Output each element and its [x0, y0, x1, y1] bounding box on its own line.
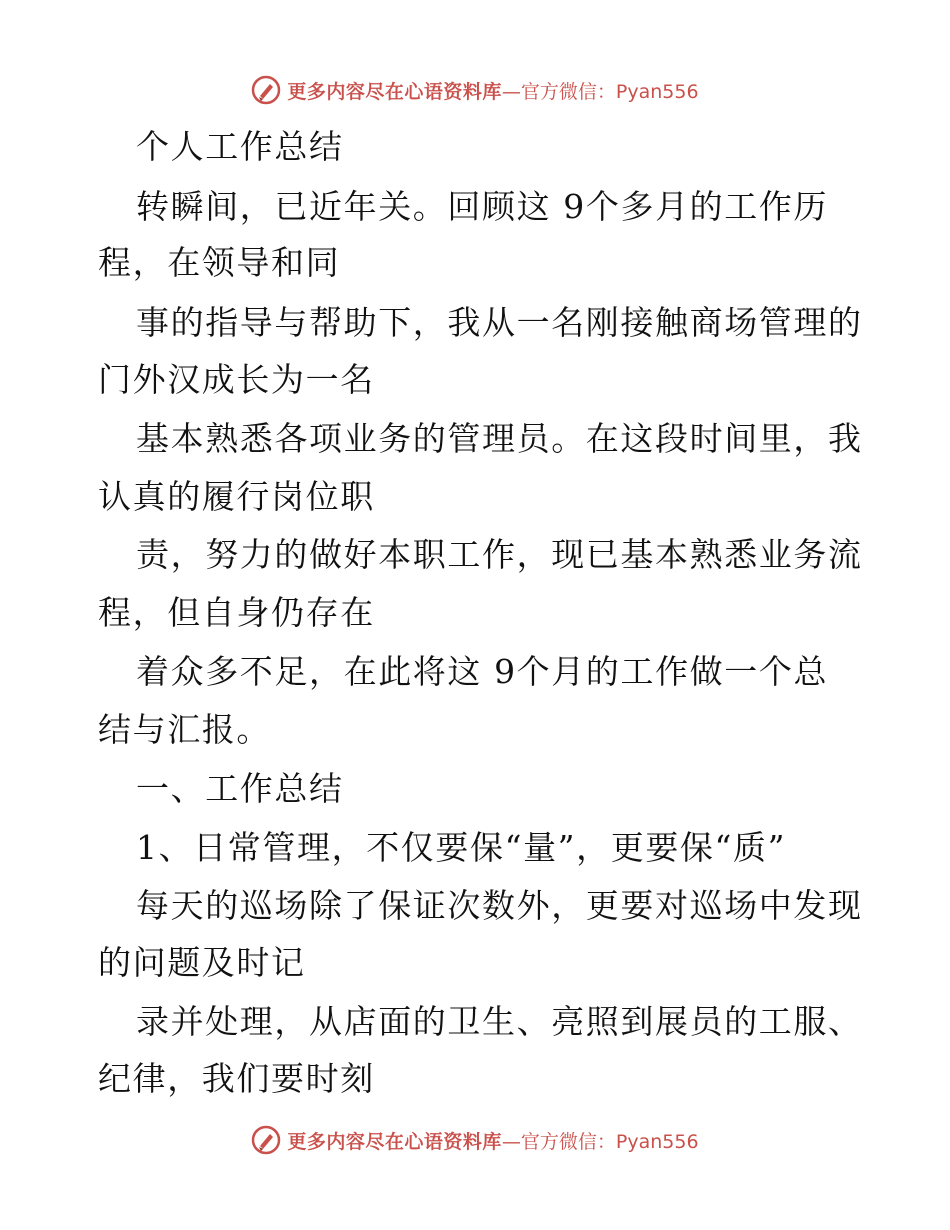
paragraph-line: 门外汉成长为一名 — [98, 360, 375, 399]
paragraph-line: 着众多不足，在此将这 9个月的工作做一个总 — [136, 652, 829, 691]
paragraph-line: 录并处理，从店面的卫生、亮照到展员的工服、 — [136, 1002, 863, 1041]
paragraph-line: 事的指导与帮助下，我从一名刚接触商场管理的 — [136, 303, 863, 342]
paragraph-line: 责，努力的做好本职工作，现已基本熟悉业务流 — [136, 535, 863, 574]
paragraph-line: 每天的巡场除了保证次数外，更要对巡场中发现 — [136, 886, 863, 925]
header-banner — [0, 70, 950, 110]
banner-site-name: 更多内容尽在心语资料库 — [287, 1130, 502, 1153]
fountain-pen-logo-icon — [251, 75, 281, 105]
banner-site-name: 更多内容尽在心语资料库 — [287, 80, 502, 103]
paragraph-line: 纪律，我们要时刻 — [98, 1059, 375, 1098]
paragraph-line: 的问题及时记 — [98, 943, 306, 982]
banner-wechat: —官方微信：Pyan556 — [501, 80, 699, 103]
paragraph-line: 认真的履行岗位职 — [98, 477, 375, 516]
subsection-heading: 1、日常管理，不仅要保“量”，更要保“质” — [136, 828, 787, 867]
paragraph-line: 程，但自身仍存在 — [98, 593, 375, 632]
paragraph-line: 转瞬间，已近年关。回顾这 9个多月的工作历 — [136, 187, 829, 226]
document-title: 个人工作总结 — [136, 127, 344, 166]
fountain-pen-logo-icon — [251, 1125, 281, 1155]
paragraph-line: 结与汇报。 — [98, 710, 271, 749]
footer-banner — [0, 1120, 950, 1160]
banner-wechat: —官方微信：Pyan556 — [501, 1130, 699, 1153]
paragraph-line: 基本熟悉各项业务的管理员。在这段时间里，我 — [136, 419, 863, 458]
section-heading: 一、工作总结 — [136, 769, 344, 808]
paragraph-line: 程，在领导和同 — [98, 243, 341, 282]
